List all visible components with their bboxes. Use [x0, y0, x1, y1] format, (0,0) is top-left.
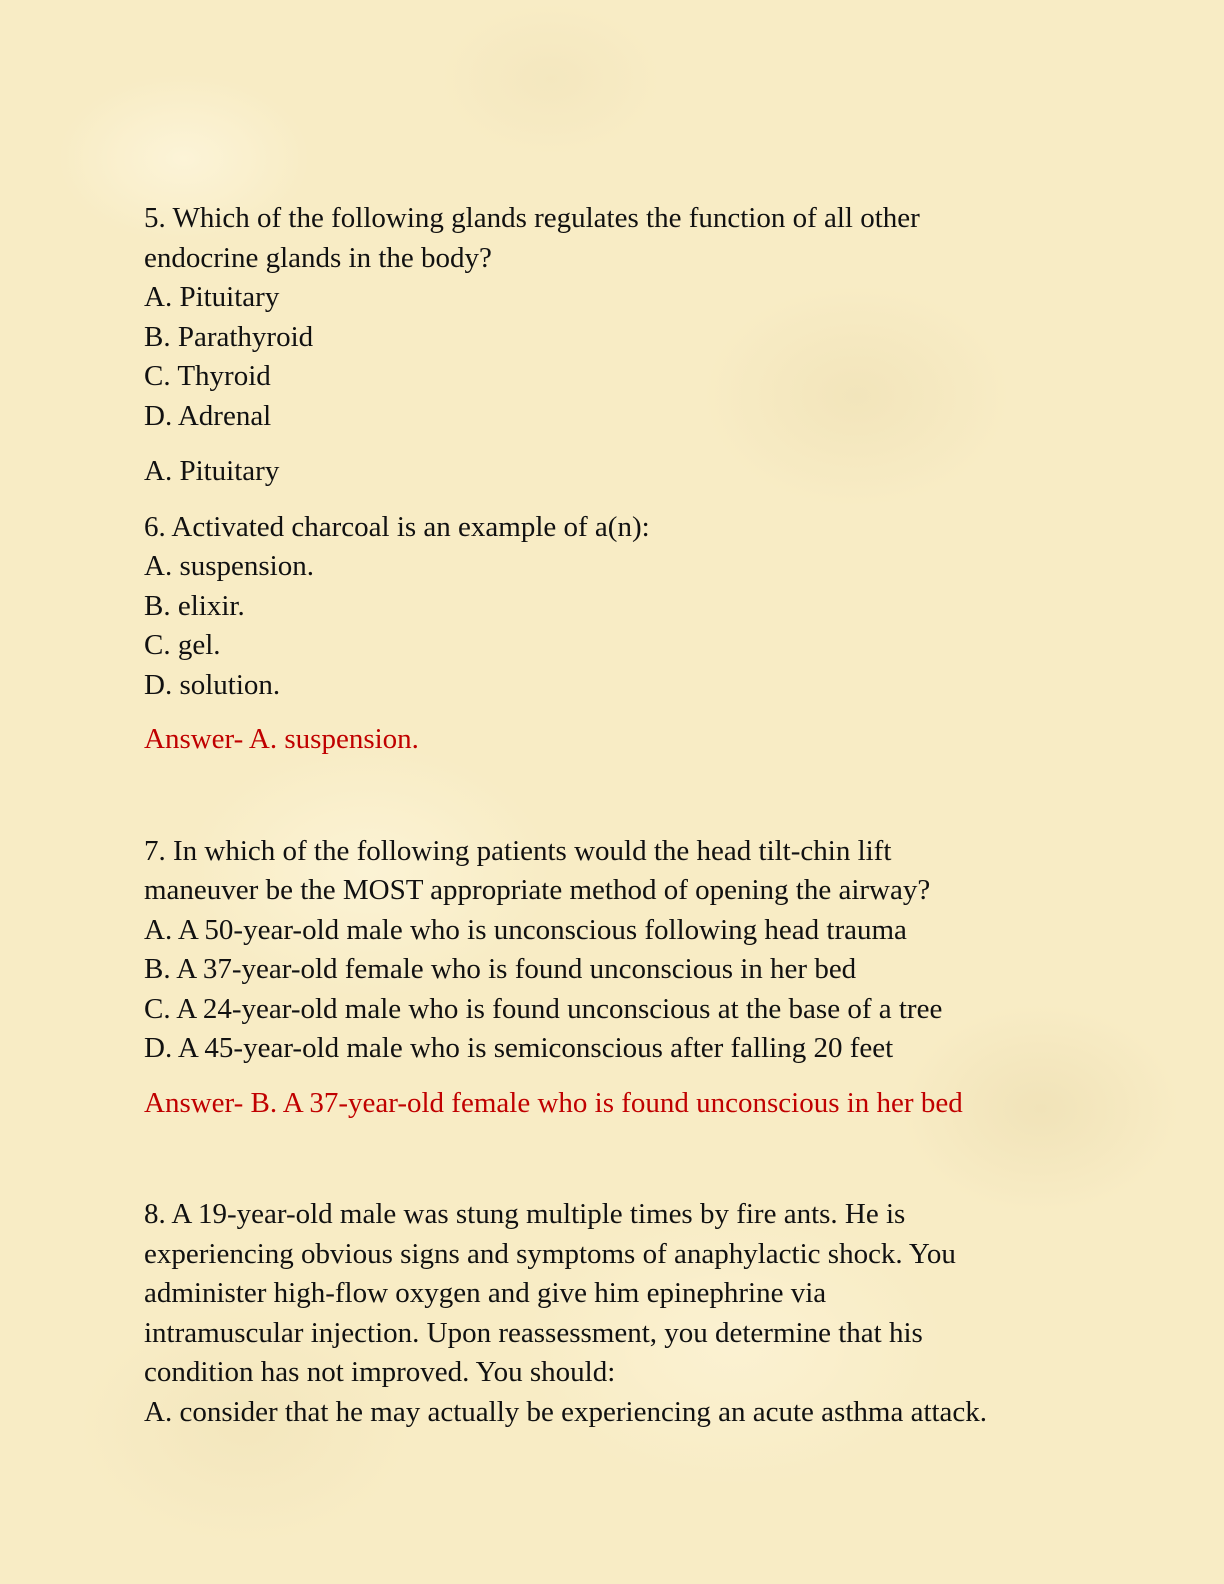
- spacer: [144, 1123, 1104, 1195]
- question-8-stem-line: 8. A 19-year-old male was stung multiple times by fire ants. He is: [144, 1198, 906, 1230]
- question-6-answer: Answer- A. suspension.: [144, 723, 419, 755]
- question-5-option-a: A. Pituitary: [144, 281, 280, 313]
- question-5: [144, 199, 1104, 436]
- question-8: [144, 1195, 1104, 1432]
- question-5-stem-line: endocrine glands in the body?: [144, 241, 492, 274]
- spacer: [144, 1069, 1104, 1084]
- question-6-option-b: B. elixir.: [144, 589, 245, 622]
- question-7-option-a: A. A 50-year-old male who is unconscious following head trauma: [144, 913, 907, 946]
- question-5-option-d: D. Adrenal: [144, 399, 272, 432]
- spacer: [144, 492, 1104, 508]
- question-8-option-a: A. consider that he may actually be experiencing an acute asthma attack.: [144, 1395, 988, 1428]
- question-7-answer: Answer- B. A 37-year-old female who is found unconscious in her bed: [144, 1086, 963, 1119]
- question-6-option-a: A. suspension.: [144, 550, 314, 582]
- question-7: [144, 832, 1104, 1069]
- question-7-stem-line: maneuver be the MOST appropriate method of opening the airway?: [144, 874, 931, 906]
- question-7-option-d: D. A 45-year-old male who is semiconscious after falling 20 feet: [144, 1032, 894, 1064]
- question-7-option-b: B. A 37-year-old female who is found unconscious in her bed: [144, 953, 857, 985]
- question-5-stem-line: 5. Which of the following glands regulates the function of all other: [144, 202, 920, 234]
- question-5-option-c: C. Thyroid: [144, 360, 271, 392]
- question-8-stem-line: experiencing obvious signs and symptoms of anaphylactic shock. You: [144, 1237, 956, 1270]
- question-8-stem-line: administer high-flow oxygen and give him epinephrine via: [144, 1277, 827, 1309]
- question-7-option-c: C. A 24-year-old male who is found unconscious at the base of a tree: [144, 992, 943, 1025]
- question-5-answer: A. Pituitary: [144, 455, 280, 487]
- question-6-stem-line: 6. Activated charcoal is an example of a(n):: [144, 510, 650, 543]
- spacer: [144, 760, 1104, 832]
- question-6-option-c: C. gel.: [144, 629, 221, 661]
- question-6-option-d: D. solution.: [144, 668, 281, 701]
- question-content: [144, 199, 1104, 1432]
- spacer: [144, 436, 1104, 452]
- question-6: [144, 508, 1104, 706]
- question-5-option-b: B. Parathyroid: [144, 320, 314, 353]
- question-7-stem-line: 7. In which of the following patients would the head tilt-chin lift: [144, 834, 892, 867]
- question-8-stem-line: intramuscular injection. Upon reassessment, you determine that his: [144, 1316, 923, 1349]
- question-8-stem-line: condition has not improved. You should:: [144, 1356, 616, 1388]
- spacer: [144, 705, 1104, 720]
